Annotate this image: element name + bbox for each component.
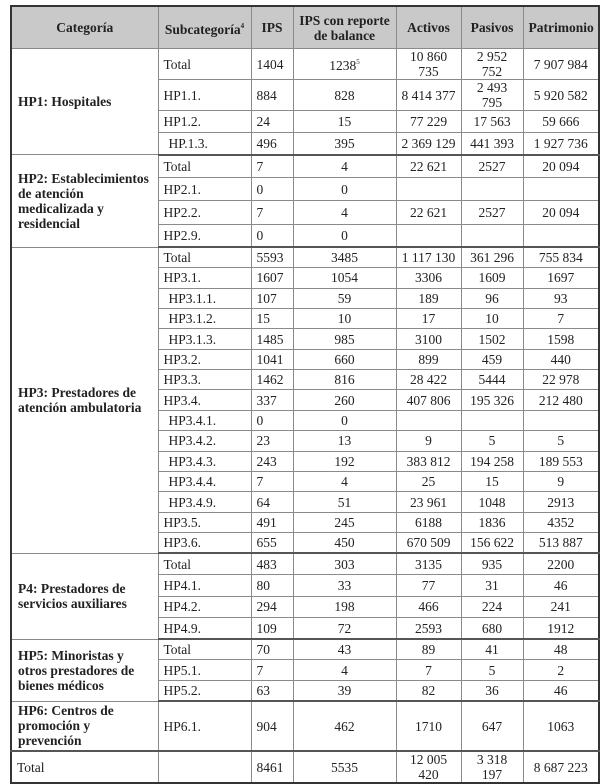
- ips-cell: 107: [251, 288, 293, 308]
- ips-reporte-cell: [293, 472, 396, 492]
- ips-reporte-cell: [293, 512, 396, 532]
- subcategory-cell: HP3.1.1.: [158, 288, 251, 308]
- ips-reporte-value: 4: [341, 474, 348, 490]
- pasivos-cell: 647: [461, 701, 523, 751]
- patrimonio-cell: 2913: [523, 492, 599, 512]
- subcategory-cell: HP1.2.: [158, 111, 251, 133]
- ips-reporte-cell: [293, 492, 396, 512]
- subcategory-cell: HP4.1.: [158, 575, 251, 597]
- ips-cell: 64: [251, 492, 293, 512]
- ips-cell: 0: [251, 178, 293, 201]
- ips-cell: 0: [251, 224, 293, 247]
- ips-reporte-cell: [293, 288, 396, 308]
- header-ips-reporte: IPS con reporte de balance: [293, 6, 396, 49]
- activos-cell: 1710: [396, 701, 461, 751]
- ips-cell: 23: [251, 431, 293, 451]
- ips-cell: 70: [251, 639, 293, 660]
- ips-reporte-cell: [293, 680, 396, 701]
- ips-reporte-value: 0: [341, 413, 348, 429]
- patrimonio-cell: 4352: [523, 512, 599, 532]
- footnote-4: 4: [240, 21, 245, 30]
- ips-reporte-cell: [293, 639, 396, 660]
- subcategory-cell: HP.1.3.: [158, 133, 251, 155]
- ips-reporte-cell: [293, 370, 396, 390]
- pasivos-cell: 935: [461, 553, 523, 575]
- ips-reporte-value: 260: [334, 392, 355, 408]
- pasivos-cell: 15: [461, 472, 523, 492]
- table-row: [11, 247, 599, 267]
- ips-cell: 7: [251, 660, 293, 681]
- ips-reporte-cell: [293, 701, 396, 751]
- activos-cell: 82: [396, 680, 461, 701]
- patrimonio-cell: 9: [523, 472, 599, 492]
- ips-reporte-value: 0: [341, 227, 348, 243]
- ips-cell: 491: [251, 512, 293, 532]
- subcategory-cell: HP3.4.4.: [158, 472, 251, 492]
- pasivos-cell: 2 493 795: [461, 80, 523, 111]
- patrimonio-cell: 1 927 736: [523, 133, 599, 155]
- subcategory-cell: HP3.2.: [158, 349, 251, 369]
- ips-reporte-value: 33: [337, 577, 352, 593]
- subcategory-cell: Total: [158, 247, 251, 267]
- subcategory-cell: HP3.6.: [158, 533, 251, 553]
- ips-reporte-cell: [293, 178, 396, 201]
- patrimonio-cell: 755 834: [523, 247, 599, 267]
- patrimonio-cell: 7: [523, 308, 599, 328]
- subcategory-cell: HP3.4.1.: [158, 410, 251, 430]
- ips-cell: 63: [251, 680, 293, 701]
- pasivos-cell: 5: [461, 431, 523, 451]
- ips-reporte-value: 816: [334, 372, 355, 388]
- ips-reporte-cell: [293, 553, 396, 575]
- ips-cell: 15: [251, 308, 293, 328]
- category-cell: HP6: Centros de promoción y prevención: [11, 701, 158, 751]
- patrimonio-cell: 22 978: [523, 370, 599, 390]
- ips-reporte-cell: [293, 111, 396, 133]
- ips-reporte-cell: [293, 155, 396, 178]
- pasivos-cell: 459: [461, 349, 523, 369]
- ips-reporte-value: 43: [337, 642, 352, 658]
- pasivos-cell: 41: [461, 639, 523, 660]
- patrimonio-cell: 93: [523, 288, 599, 308]
- ips-reporte-value: 462: [334, 718, 355, 734]
- ips-reporte-cell: [293, 431, 396, 451]
- ips-cell: 1041: [251, 349, 293, 369]
- total-row: [11, 751, 599, 783]
- total-subcategory: [158, 751, 251, 783]
- financial-table: [10, 5, 600, 784]
- ips-cell: 7: [251, 472, 293, 492]
- subcategory-cell: HP3.1.2.: [158, 308, 251, 328]
- activos-cell: 383 812: [396, 451, 461, 471]
- activos-cell: 3135: [396, 553, 461, 575]
- ips-cell: 7: [251, 201, 293, 224]
- ips-cell: 655: [251, 533, 293, 553]
- pasivos-cell: 31: [461, 575, 523, 597]
- patrimonio-cell: 241: [523, 596, 599, 618]
- ips-reporte-value: 4: [341, 204, 348, 220]
- patrimonio-cell: 1912: [523, 618, 599, 640]
- pasivos-cell: 195 326: [461, 390, 523, 410]
- patrimonio-cell: 212 480: [523, 390, 599, 410]
- ips-reporte-cell: [293, 329, 396, 349]
- category-cell: HP2: Establecimientos de atención medicalizada y residencial: [11, 155, 158, 248]
- pasivos-cell: [461, 410, 523, 430]
- activos-cell: [396, 410, 461, 430]
- total-label: Total: [11, 751, 158, 783]
- table-row: [11, 701, 599, 751]
- total-ips: 8461: [251, 751, 293, 783]
- activos-cell: 10 860 735: [396, 49, 461, 80]
- pasivos-cell: 194 258: [461, 451, 523, 471]
- header-subcategoria: [158, 6, 251, 49]
- ips-reporte-value: 395: [334, 135, 355, 151]
- ips-reporte-value: 1054: [331, 270, 358, 286]
- patrimonio-cell: 2200: [523, 553, 599, 575]
- ips-reporte-cell: [293, 390, 396, 410]
- ips-cell: 294: [251, 596, 293, 618]
- ips-reporte-cell: [293, 533, 396, 553]
- ips-reporte-cell: [293, 133, 396, 155]
- pasivos-cell: 96: [461, 288, 523, 308]
- activos-cell: 89: [396, 639, 461, 660]
- subcategory-cell: HP3.3.: [158, 370, 251, 390]
- pasivos-cell: 1836: [461, 512, 523, 532]
- ips-reporte-value: 450: [334, 535, 355, 551]
- patrimonio-cell: 440: [523, 349, 599, 369]
- pasivos-cell: 361 296: [461, 247, 523, 267]
- header-categoria: Categoría: [11, 6, 158, 49]
- ips-cell: 1404: [251, 49, 293, 80]
- activos-cell: 2 369 129: [396, 133, 461, 155]
- activos-cell: 899: [396, 349, 461, 369]
- ips-reporte-value: 10: [337, 311, 352, 327]
- patrimonio-cell: 5: [523, 431, 599, 451]
- ips-reporte-value: 1238: [329, 58, 357, 73]
- ips-reporte-cell: [293, 660, 396, 681]
- activos-cell: 7: [396, 660, 461, 681]
- category-cell: HP1: Hospitales: [11, 49, 158, 155]
- ips-reporte-cell: [293, 618, 396, 640]
- ips-reporte-value: 59: [337, 290, 352, 306]
- ips-reporte-cell: [293, 349, 396, 369]
- activos-cell: 407 806: [396, 390, 461, 410]
- ips-reporte-value: 15: [337, 114, 352, 129]
- header-subcategoria-label: Subcategoría: [164, 21, 241, 37]
- patrimonio-cell: 48: [523, 639, 599, 660]
- total-ips-reporte: 5535: [293, 751, 396, 783]
- ips-reporte-cell: [293, 224, 396, 247]
- patrimonio-cell: 20 094: [523, 155, 599, 178]
- activos-cell: 189: [396, 288, 461, 308]
- activos-cell: [396, 178, 461, 201]
- patrimonio-cell: 59 666: [523, 111, 599, 133]
- activos-cell: 23 961: [396, 492, 461, 512]
- ips-reporte-cell: [293, 268, 396, 288]
- patrimonio-cell: 1063: [523, 701, 599, 751]
- activos-cell: 25: [396, 472, 461, 492]
- header-patrimonio: Patrimonio: [523, 6, 599, 49]
- pasivos-cell: [461, 224, 523, 247]
- pasivos-cell: 680: [461, 618, 523, 640]
- pasivos-cell: 5444: [461, 370, 523, 390]
- patrimonio-cell: 20 094: [523, 201, 599, 224]
- pasivos-cell: 36: [461, 680, 523, 701]
- subcategory-cell: HP3.4.2.: [158, 431, 251, 451]
- total-activos: 12 005 420: [396, 751, 461, 783]
- subcategory-cell: HP3.4.: [158, 390, 251, 410]
- subcategory-cell: HP3.4.3.: [158, 451, 251, 471]
- ips-reporte-cell: [293, 49, 396, 80]
- subcategory-cell: Total: [158, 49, 251, 80]
- subcategory-cell: HP4.2.: [158, 596, 251, 618]
- table-row: [11, 553, 599, 575]
- ips-reporte-value: 13: [337, 433, 352, 449]
- pasivos-cell: 1048: [461, 492, 523, 512]
- total-pasivos: 3 318 197: [461, 751, 523, 783]
- pasivos-cell: 1609: [461, 268, 523, 288]
- ips-reporte-value: 39: [337, 683, 352, 699]
- patrimonio-cell: 46: [523, 575, 599, 597]
- activos-cell: 8 414 377: [396, 80, 461, 111]
- ips-reporte-value: 3485: [331, 250, 358, 266]
- patrimonio-cell: [523, 410, 599, 430]
- subcategory-cell: HP5.2.: [158, 680, 251, 701]
- pasivos-cell: 224: [461, 596, 523, 618]
- pasivos-cell: 156 622: [461, 533, 523, 553]
- pasivos-cell: [461, 178, 523, 201]
- header-activos: Activos: [396, 6, 461, 49]
- subcategory-cell: HP3.1.3.: [158, 329, 251, 349]
- ips-reporte-cell: [293, 80, 396, 111]
- subcategory-cell: HP2.2.: [158, 201, 251, 224]
- activos-cell: 6188: [396, 512, 461, 532]
- total-patrimonio: 8 687 223: [523, 751, 599, 783]
- pasivos-cell: 10: [461, 308, 523, 328]
- table-row: [11, 155, 599, 178]
- patrimonio-cell: 7 907 984: [523, 49, 599, 80]
- patrimonio-cell: 1697: [523, 268, 599, 288]
- activos-cell: 77 229: [396, 111, 461, 133]
- header-row: [11, 6, 599, 49]
- ips-reporte-cell: [293, 596, 396, 618]
- table-row: [11, 49, 599, 80]
- activos-cell: 22 621: [396, 155, 461, 178]
- header-ips: IPS: [251, 6, 293, 49]
- ips-reporte-cell: [293, 247, 396, 267]
- subcategory-cell: HP3.1.: [158, 268, 251, 288]
- header-pasivos: Pasivos: [461, 6, 523, 49]
- ips-cell: 0: [251, 410, 293, 430]
- activos-cell: 17: [396, 308, 461, 328]
- ips-cell: 7: [251, 155, 293, 178]
- table-body: [11, 49, 599, 784]
- ips-reporte-value: 51: [337, 494, 352, 510]
- ips-reporte-cell: [293, 201, 396, 224]
- ips-cell: 5593: [251, 247, 293, 267]
- activos-cell: 9: [396, 431, 461, 451]
- activos-cell: 3100: [396, 329, 461, 349]
- pasivos-cell: 1502: [461, 329, 523, 349]
- pasivos-cell: 441 393: [461, 133, 523, 155]
- ips-cell: 884: [251, 80, 293, 111]
- ips-reporte-cell: [293, 410, 396, 430]
- ips-reporte-value: 72: [337, 620, 352, 636]
- ips-reporte-value: 660: [334, 351, 355, 367]
- patrimonio-cell: 513 887: [523, 533, 599, 553]
- ips-cell: 337: [251, 390, 293, 410]
- pasivos-cell: 2527: [461, 201, 523, 224]
- subcategory-cell: HP3.5.: [158, 512, 251, 532]
- ips-reporte-value: 0: [341, 181, 348, 197]
- patrimonio-cell: 1598: [523, 329, 599, 349]
- pasivos-cell: 17 563: [461, 111, 523, 133]
- footnote-5: 5: [356, 58, 360, 66]
- subcategory-cell: HP6.1.: [158, 701, 251, 751]
- ips-reporte-cell: [293, 451, 396, 471]
- activos-cell: 2593: [396, 618, 461, 640]
- activos-cell: 22 621: [396, 201, 461, 224]
- ips-reporte-value: 245: [334, 515, 355, 531]
- category-cell: HP3: Prestadores de atención ambulatoria: [11, 247, 158, 553]
- patrimonio-cell: [523, 178, 599, 201]
- subcategory-cell: HP2.9.: [158, 224, 251, 247]
- ips-reporte-value: 4: [341, 158, 348, 174]
- activos-cell: 3306: [396, 268, 461, 288]
- ips-reporte-value: 303: [334, 556, 355, 572]
- pasivos-cell: 5: [461, 660, 523, 681]
- ips-reporte-cell: [293, 575, 396, 597]
- ips-reporte-cell: [293, 308, 396, 328]
- category-cell: HP5: Minoristas y otros prestadores de bienes médicos: [11, 639, 158, 701]
- subcategory-cell: HP5.1.: [158, 660, 251, 681]
- patrimonio-cell: 2: [523, 660, 599, 681]
- subcategory-cell: HP3.4.9.: [158, 492, 251, 512]
- ips-reporte-value: 4: [341, 662, 348, 678]
- pasivos-cell: 2 952 752: [461, 49, 523, 80]
- ips-cell: 1607: [251, 268, 293, 288]
- ips-cell: 109: [251, 618, 293, 640]
- ips-cell: 483: [251, 553, 293, 575]
- category-cell: P4: Prestadores de servicios auxiliares: [11, 553, 158, 639]
- subcategory-cell: Total: [158, 155, 251, 178]
- subcategory-cell: HP2.1.: [158, 178, 251, 201]
- ips-reporte-value: 198: [334, 599, 355, 615]
- activos-cell: 28 422: [396, 370, 461, 390]
- patrimonio-cell: 46: [523, 680, 599, 701]
- subcategory-cell: HP4.9.: [158, 618, 251, 640]
- ips-cell: 904: [251, 701, 293, 751]
- subcategory-cell: HP1.1.: [158, 80, 251, 111]
- subcategory-cell: Total: [158, 553, 251, 575]
- ips-cell: 24: [251, 111, 293, 133]
- ips-reporte-value: 985: [334, 331, 355, 347]
- patrimonio-cell: 5 920 582: [523, 80, 599, 111]
- ips-cell: 243: [251, 451, 293, 471]
- ips-cell: 1462: [251, 370, 293, 390]
- activos-cell: [396, 224, 461, 247]
- activos-cell: 670 509: [396, 533, 461, 553]
- patrimonio-cell: 189 553: [523, 451, 599, 471]
- table-row: [11, 639, 599, 660]
- ips-cell: 80: [251, 575, 293, 597]
- subcategory-cell: Total: [158, 639, 251, 660]
- activos-cell: 77: [396, 575, 461, 597]
- patrimonio-cell: [523, 224, 599, 247]
- pasivos-cell: 2527: [461, 155, 523, 178]
- activos-cell: 1 117 130: [396, 247, 461, 267]
- ips-cell: 1485: [251, 329, 293, 349]
- ips-cell: 496: [251, 133, 293, 155]
- activos-cell: 466: [396, 596, 461, 618]
- ips-reporte-value: 192: [334, 453, 355, 469]
- ips-reporte-value: 828: [334, 87, 355, 103]
